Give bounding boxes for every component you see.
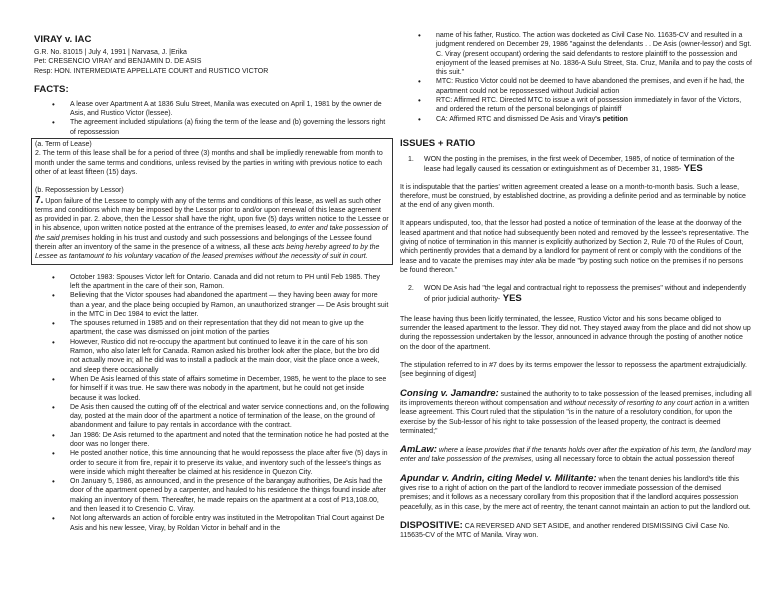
list-item: • However, Rustico did not re-occupy the apartment but continued to leave it in the care of his son Ramon, who also later left for Canada. Ramon asked his brother look after the place, but the bro did not actually move in; all he did was to install a padlock at the main door, visit the place once a week, and sleep there occasionally (34, 338, 390, 375)
case-citation: Consing v. Jamandre: (400, 387, 499, 399)
right-column (400, 31, 752, 549)
facts-list (34, 100, 390, 137)
clause-italic: to enter and take possession of the said premises (35, 225, 388, 242)
issue-answer: YES (500, 292, 522, 304)
procedural-list (400, 31, 752, 124)
issue-text: WON De Asis had "the legal and contractual right to repossess the premises" without and independently of prior judicial authority- (424, 285, 747, 303)
list-item: • De Asis then caused the cutting off of the electrical and water service connections and, on the following day, posted at the main door of the apartment a notice of termination of the lease, on the ground of abandonment and failure to pay rentals in accordance with the contract. (34, 403, 390, 431)
para-text: be made "by posting such notice on the premises if no persons be found thereon." (400, 257, 743, 274)
lease-stipulations-box (31, 138, 393, 265)
consing-paragraph (400, 389, 752, 436)
list-item (400, 115, 752, 124)
issue-text: WON the posting in the premises, in the first week of December, 1985, of notice of termination of the lease had legally caused its cessation or extinguishment as of December 31, 1985- (424, 155, 735, 174)
continuation-text: name of his father, Rustico. The action was docketed as Civil Case No. 11635-CV and resulted in a judgment rendered on December 29, 1986 "against the defendants . . De Asis (owner-lessor) and Sgt. C. Viray (present occupant) ordering the said defendants to restore plaintiff to the possession and enjoyment of the leased premises at No. 1836-A Sulu Street, Sta. Cruz, Manila and to pay the costs of this suit." (436, 32, 752, 77)
para-text: when the tenant denies his landlord's title this gives rise to a right of action on the part of the landlord to recover immediate possession of the demised premises; and it follows as a necessary corollary from this proposition that if the landlord acquires possession peacefully, as in this case, by the mere act of reentry, the tenant cannot maintain an action to put the landlord out. (400, 475, 751, 511)
dispositive-paragraph (400, 521, 752, 541)
para-text: using all necessary force to obtain the actual possession thereof (533, 456, 735, 464)
para-italic: where a lease provides that if the tenants holds over after the expiration of his term, the landlord may enter and take possession of the premises, (400, 447, 751, 464)
spacer (35, 177, 389, 186)
facts-heading: FACTS: (34, 83, 69, 95)
ratio-paragraph: The stipulation referred to in #7 does by its terms empower the lessor to repossess the apartment extrajudicially. [see beginning of digest] (400, 362, 747, 379)
amlaw-paragraph (400, 445, 752, 465)
case-petitioners: Pet: CRESENCIO VIRAY and BENJAMIN D. DE ASIS (34, 58, 202, 66)
list-item: • He posted another notice, this time announcing that he would repossess the place after five (5) days in order to secure it from fire, repair it to preserve its value, and inventory such of the lessee's things as were inside which might thereafter be claimed at his residence in Quezon City. (34, 449, 390, 477)
dispositive-text: CA REVERSED AND SET ASIDE, and another rendered DISMISSING Civil Case No. 115635-CV of the MTC of Manila. Viray won. (400, 522, 730, 540)
issue-2 (400, 284, 752, 304)
list-item: • When De Asis learned of this state of affairs sometime in December, 1985, he went to the place to see for himself if it was true. He saw there was nobody in the apartment, but he could not get inside because it was locked. (34, 375, 390, 403)
para-italic: inter alia (519, 257, 547, 265)
case-title: VIRAY v. IAC (34, 34, 92, 45)
case-gr-line: G.R. No. 81015 | July 4, 1991 | Narvasa, J. |Erika (34, 49, 187, 56)
list-item: • MTC: Rustico Victor could not be deemed to have abandoned the premises, and even if he had, the apartment could not be repossessed without Judicial action (400, 77, 752, 96)
clause-text: holding in his trust and custody and such possessions and belongings of the Lessee found therein after an inventory of the same in the presence of a witness, all these (35, 234, 372, 252)
list-item: • RTC: Affirmed RTC. Directed MTC to issue a writ of possession immediately in favor of the Victors, and ordered the return of the personal belongings of plaintiff (400, 96, 752, 115)
ca-text: CA: Affirmed RTC and dismissed De Asis and Viray (436, 115, 596, 123)
list-item: • The spouses returned in 1985 and on their representation that they did not mean to give up the apartment, the case was dismissed on joint motion of the parties (34, 319, 390, 338)
case-citation: AmLaw: (400, 444, 437, 456)
term-of-lease-text: 2. The term of this lease shall be for a period of three (3) months and shall be impliedly renewable from month to month under the same terms and conditions, unless revised by the parties in writing with previous notice to each other of at least fifteen (15) days. (35, 150, 383, 176)
apundar-paragraph (400, 474, 752, 512)
issue-1 (400, 155, 752, 175)
repossession-text (35, 196, 389, 262)
issue-number: 1. (408, 155, 414, 163)
ratio-paragraph: The lease having thus been licitly terminated, the lessee, Rustico Victor and his sons became obliged to surrender the leased apartment to the lessor. They did not. They stayed away from the place and did not show up during the repossession undertaken by the lessor, announced in advance through the posting of another notice on the door of the apartment. (400, 315, 751, 351)
para-italic: without necessity of resorting to any court action (563, 399, 714, 407)
list-item: • Jan 1986: De Asis returned to the apartment and noted that the termination notice he had posted at the door was no longer there. (34, 431, 390, 450)
issues-heading: ISSUES + RATIO (400, 137, 476, 149)
issue-number: 2. (408, 285, 414, 293)
clause-text: Upon failure of the Lessee to comply with any of the terms and conditions of this lease, as well as such other terms and conditions which may be imposed by the Lessor prior to and/or upon renewal of this lease agreement as provided in par. 2. above, then the Lessor shall have the right, upon five (5) days written notice to the Lessee or in his absence, upon written notice posted at the entrance of the premises leased, (35, 197, 389, 233)
ratio-paragraph (400, 219, 752, 275)
list-item: • A lease over Apartment A at 1836 Sulu Street, Manila was executed on April 1, 1981 by the owner de Asis, and Rustico Victor (lessee). (34, 100, 390, 119)
list-item-continuation (400, 31, 752, 77)
para-text: sustained the authority to to take possession of the leased premises, including all its improvements thereon without compensation and (400, 390, 752, 407)
para-text: It appears undisputed, too, that the lessor had posted a notice of termination of the lease at the doorway of the leased apartment and that notice had subsequently been noted and removed by the lessee's representative. The giving of notice of termination in this manner is explicitly authorized by Section 2, Rule 70 of the Rules of Court, which pertinently provides that a demand by a landlord for payment of rent or comply with the conditions of the lease and to vacate the premises may (400, 220, 749, 265)
ca-text-bold: 's petition (595, 115, 628, 123)
case-citation: Apundar v. Andrin, citing Medel v. Militante: (400, 472, 597, 484)
clause-italic: acts being hereby agreed to by the Lessee as tantamount to his voluntary vacation of the leased premises without the necessity of suit in court. (35, 244, 380, 261)
ratio-paragraph: It is indisputable that the parties' written agreement created a lease on a month-to-month basis. Such a lease, therefore, must be construed, by established doctrine, as providing a definite period and as terminable by notice at the end of any given month. (400, 183, 746, 210)
repossession-label: (b. Repossession by Lessor) (35, 187, 124, 195)
list-item: • Not long afterwards an action of forcible entry was instituted in the Metropolitan Trial Court against De Asis and his new lessee, Viray, by Roldan Victor in behalf and in the (34, 514, 390, 533)
events-list (34, 273, 390, 533)
para-text: in a written lease agreement. This Court ruled that the stipulation "is in the nature of a resolutory condition, for upon the exercise by the Sub-lessor of his right to take possession of the leased property, the contract is deemed terminated;" (400, 399, 750, 435)
dispositive-label: DISPOSITIVE: (400, 519, 463, 531)
term-of-lease-label: (a. Term of Lease) (35, 141, 92, 149)
list-item: • Believing that the Victor spouses had abandoned the apartment — they having been away for more than a year, and the place being occupied by Ramon, an unauthorized stranger — De Asis brought suit in the MTC in Dec 1984 to evict the latter. (34, 291, 390, 319)
clause-number: 7. (35, 194, 44, 206)
issue-answer: YES (681, 163, 703, 175)
case-respondents: Resp: HON. INTERMEDIATE APPELLATE COURT and RUSTICO VICTOR (34, 67, 269, 75)
list-item: • On January 5, 1986, as announced, and in the presence of the barangay authorities, De Asis had the door of the apartment opened by a carpenter, and hauled to his residence the things found inside after making an inventory of them. Thereafter, he made repairs on the apartment at a cost of P13,108.00, and then leased it to Cresencio C. Viray. (34, 477, 390, 514)
list-item: • October 1983: Spouses Victor left for Ontario. Canada and did not return to PH until Feb 1985. They left the apartment in the care of their son, Ramon. (34, 273, 390, 292)
list-item: • The agreement included stipulations (a) fixing the term of the lease and (b) governing the lessors right of repossession (34, 118, 390, 137)
left-column (34, 0, 390, 533)
